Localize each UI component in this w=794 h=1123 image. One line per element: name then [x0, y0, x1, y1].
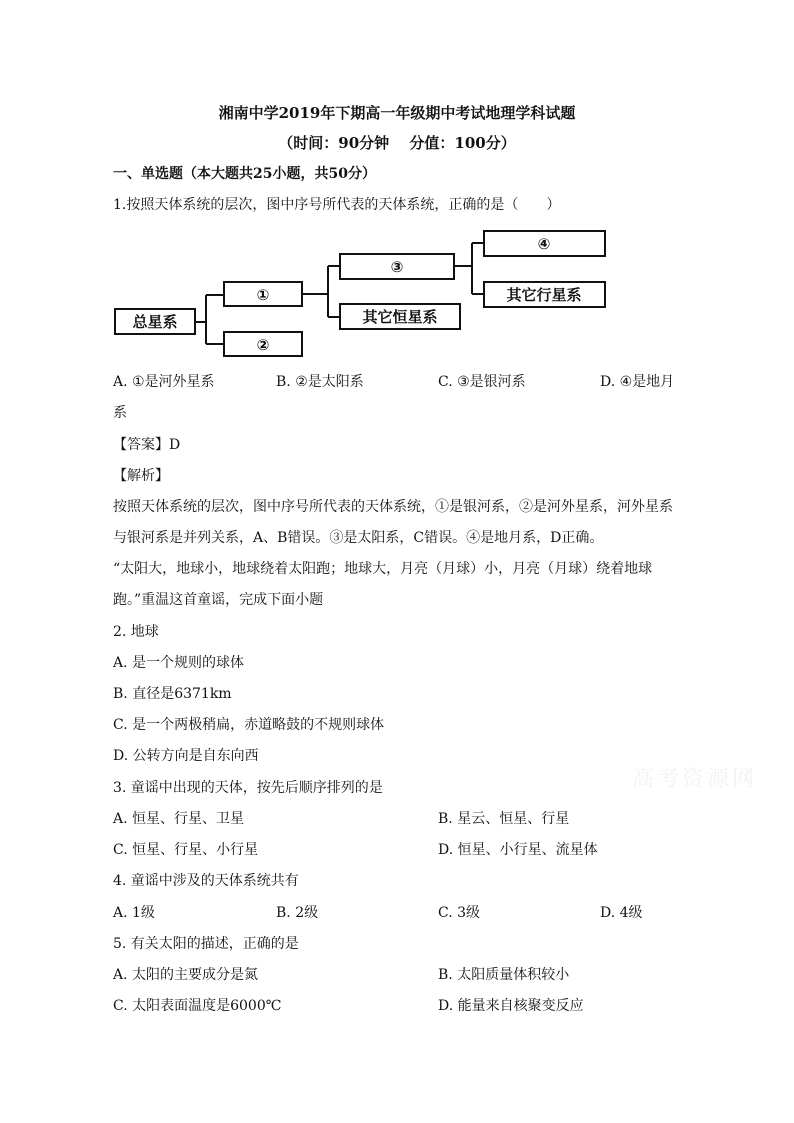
q4-stem: 4. 童谣中涉及的天体系统共有	[113, 873, 299, 889]
q2-stem: 2. 地球	[113, 624, 159, 640]
diagram-node-3: ③	[390, 258, 404, 276]
q5-option-a: A. 太阳的主要成分是氮	[113, 967, 259, 983]
q1-option-b: B. ②是太阳系	[276, 374, 364, 390]
q1-option-d: D. ④是地月	[600, 374, 675, 390]
q3-option-c: C. 恒星、行星、小行星	[113, 842, 259, 858]
watermark: 高考资源网	[632, 767, 758, 792]
section-heading: 一、单选题（本大题共25小题，共50分）	[113, 166, 376, 182]
q2-option-c: C. 是一个两极稍扁，赤道略鼓的不规则球体	[113, 717, 385, 733]
q1-option-c: C. ③是银河系	[438, 374, 526, 390]
q3-option-a: A. 恒星、行星、卫星	[113, 811, 245, 827]
q2-option-d: D. 公转方向是自东向西	[113, 748, 259, 764]
passage-line-1: “太阳大，地球小，地球绕着太阳跑；地球大，月亮（月球）小，月亮（月球）绕着地球	[113, 561, 653, 577]
q4-option-d: D. 4级	[600, 905, 643, 921]
q1-option-d-cont: 系	[113, 405, 127, 421]
q1-analysis-line-2: 与银河系是并列关系，A、B错误。③是太阳系，C错误。④是地月系，D正确。	[113, 530, 604, 546]
q5-option-c: C. 太阳表面温度是6000℃	[113, 998, 282, 1014]
celestial-system-diagram	[0, 226, 794, 366]
q1-analysis-line-1: 按照天体系统的层次，图中序号所代表的天体系统，①是银河系，②是河外星系，河外星系	[113, 499, 673, 515]
q3-stem: 3. 童谣中出现的天体，按先后顺序排列的是	[113, 780, 383, 796]
q2-option-a: A. 是一个规则的球体	[113, 655, 245, 671]
q1-stem: 1.按照天体系统的层次，图中序号所代表的天体系统，正确的是（ ）	[113, 197, 561, 213]
q3-option-b: B. 星云、恒星、行星	[438, 811, 570, 827]
q4-option-c: C. 3级	[438, 905, 481, 921]
q5-stem: 5. 有关太阳的描述，正确的是	[113, 936, 299, 952]
diagram-root-label: 总星系	[132, 313, 178, 331]
q1-answer: 【答案】D	[113, 437, 181, 453]
q5-option-b: B. 太阳质量体积较小	[438, 967, 570, 983]
q4-option-b: B. 2级	[276, 905, 319, 921]
q1-option-a: A. ①是河外星系	[113, 374, 215, 390]
passage-line-2: 跑。”重温这首童谣，完成下面小题	[113, 592, 324, 608]
diagram-node-1: ①	[256, 286, 270, 304]
page-subtitle: （时间：90分钟 分值：100分）	[278, 134, 516, 152]
diagram-other-planets: 其它行星系	[506, 286, 582, 304]
q2-option-b: B. 直径是6371km	[113, 686, 232, 702]
diagram-node-2: ②	[256, 336, 270, 354]
q1-analysis-label: 【解析】	[113, 468, 169, 484]
page-title: 湘南中学2019年下期高一年级期中考试地理学科试题	[218, 104, 576, 122]
diagram-node-4: ④	[537, 235, 551, 253]
q5-option-d: D. 能量来自核聚变反应	[438, 998, 584, 1014]
q3-option-d: D. 恒星、小行星、流星体	[438, 842, 598, 858]
diagram-other-stars: 其它恒星系	[362, 308, 438, 326]
q4-option-a: A. 1级	[113, 905, 155, 921]
